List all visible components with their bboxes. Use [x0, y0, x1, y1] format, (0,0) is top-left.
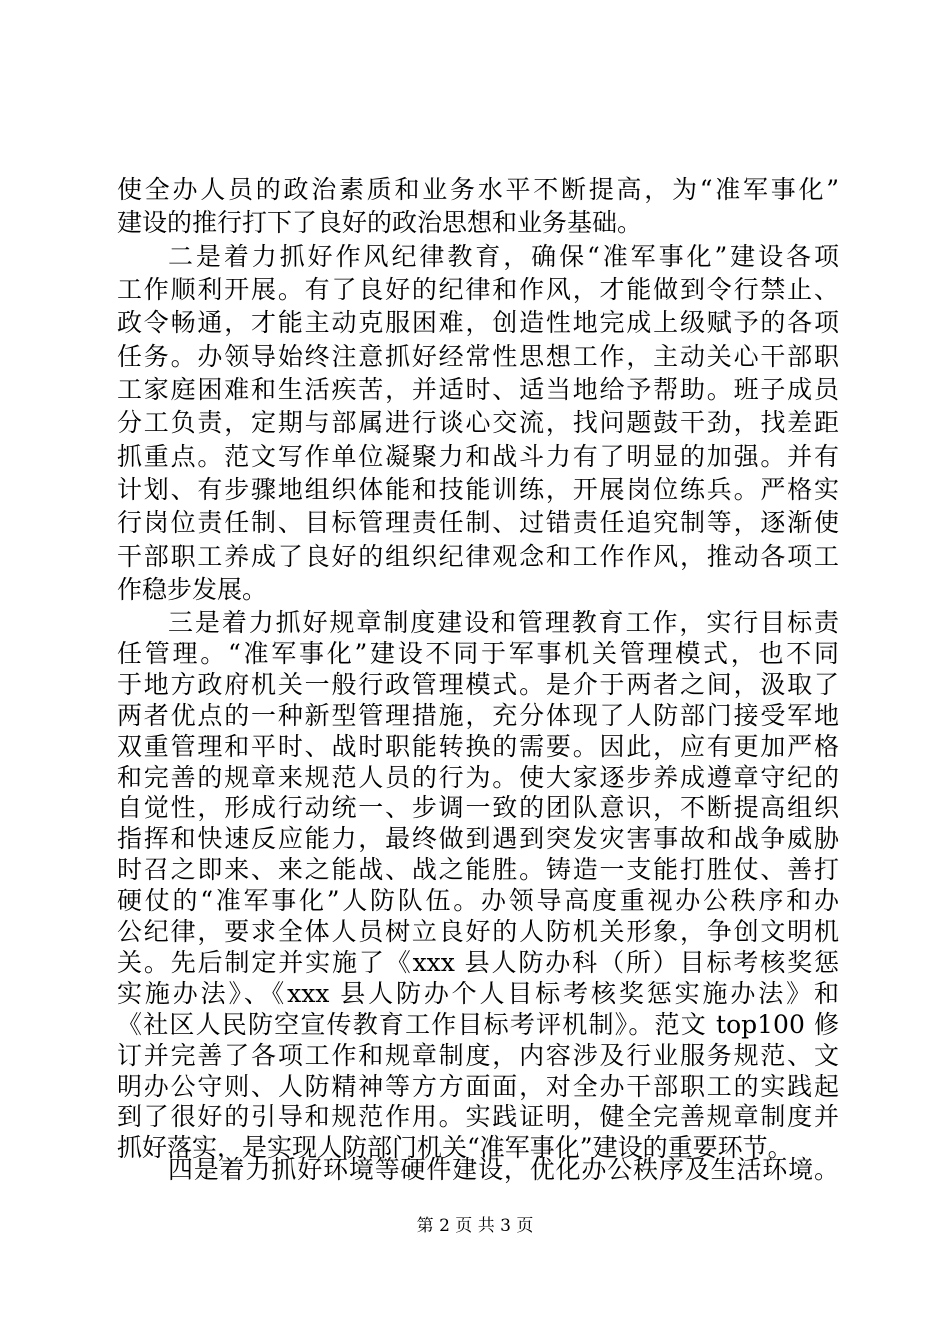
- text-line: 作稳步发展。: [117, 575, 268, 604]
- text-line: 订并完善了各项工作和规章制度，内容涉及行业服务规范、文: [117, 1041, 839, 1070]
- text-line: 建设的推行打下了良好的政治思想和业务基础。: [117, 208, 643, 237]
- text-line: 硬仗的“准军事化”人防队伍。办领导高度重视办公秩序和办: [117, 886, 839, 915]
- text-line: 于地方政府机关一般行政管理模式。是介于两者之间，汲取了: [117, 670, 839, 699]
- text-line: 两者优点的一种新型管理措施，充分体现了人防部门接受军地: [117, 701, 839, 730]
- text-line: 行岗位责任制、目标管理责任制、过错责任追究制等，逐渐使: [117, 508, 839, 537]
- text-line: 抓好落实，是实现人防部门机关“准军事化”建设的重要环节。: [117, 1133, 793, 1162]
- text-line: 使全办人员的政治素质和业务水平不断提高，为“准军事化”: [117, 175, 839, 204]
- text-line: 干部职工养成了良好的组织纪律观念和工作作风，推动各项工: [117, 542, 839, 571]
- text-line: 公纪律，要求全体人员树立良好的人防机关形象，争创文明机: [117, 917, 839, 946]
- paragraph-start-line: 二是着力抓好作风纪律教育，确保“准军事化”建设各项: [168, 242, 839, 271]
- text-line: 关。先后制定并实施了《xxx 县人防办科（所）目标考核奖惩: [117, 948, 839, 977]
- text-line: 时召之即来、来之能战、战之能胜。铸造一支能打胜仗、善打: [117, 855, 839, 884]
- text-line: 任务。办领导始终注意抓好经常性思想工作，主动关心干部职: [117, 342, 839, 371]
- text-line: 指挥和快速反应能力，最终做到遇到突发灾害事故和战争威胁: [117, 824, 839, 853]
- text-line: 计划、有步骤地组织体能和技能训练，开展岗位练兵。严格实: [117, 475, 839, 504]
- text-line: 明办公守则、人防精神等方方面面，对全办干部职工的实践起: [117, 1072, 839, 1101]
- paragraph-start-line: 三是着力抓好规章制度建设和管理教育工作，实行目标责: [168, 608, 839, 637]
- text-line: 分工负责，定期与部属进行谈心交流，找问题鼓干劲，找差距: [117, 408, 839, 437]
- text-line: 工作顺利开展。有了良好的纪律和作风，才能做到令行禁止、: [117, 275, 839, 304]
- paragraph-start-line: 四是着力抓好环境等硬件建设，优化办公秩序及生活环境。: [168, 1155, 839, 1184]
- text-line: 抓重点。范文写作单位凝聚力和战斗力有了明显的加强。并有: [117, 442, 839, 471]
- text-line: 任管理。“准军事化”建设不同于军事机关管理模式，也不同: [117, 639, 839, 668]
- text-line: 政令畅通，才能主动克服困难，创造性地完成上级赋予的各项: [117, 308, 839, 337]
- text-line: 《社区人民防空宣传教育工作目标考评机制》。范文 top100 修: [117, 1010, 839, 1039]
- text-line: 双重管理和平时、战时职能转换的需要。因此，应有更加严格: [117, 732, 839, 761]
- text-line: 实施办法》、《xxx 县人防办个人目标考核奖惩实施办法》和: [117, 979, 839, 1008]
- text-line: 和完善的规章来规范人员的行为。使大家逐步养成遵章守纪的: [117, 763, 839, 792]
- text-line: 到了很好的引导和规范作用。实践证明，健全完善规章制度并: [117, 1102, 839, 1131]
- text-line: 自觉性，形成行动统一、步调一致的团队意识，不断提高组织: [117, 793, 839, 822]
- text-line: 工家庭困难和生活疾苦，并适时、适当地给予帮助。班子成员: [117, 375, 839, 404]
- page-number-footer: 第 2 页 共 3 页: [416, 1216, 534, 1236]
